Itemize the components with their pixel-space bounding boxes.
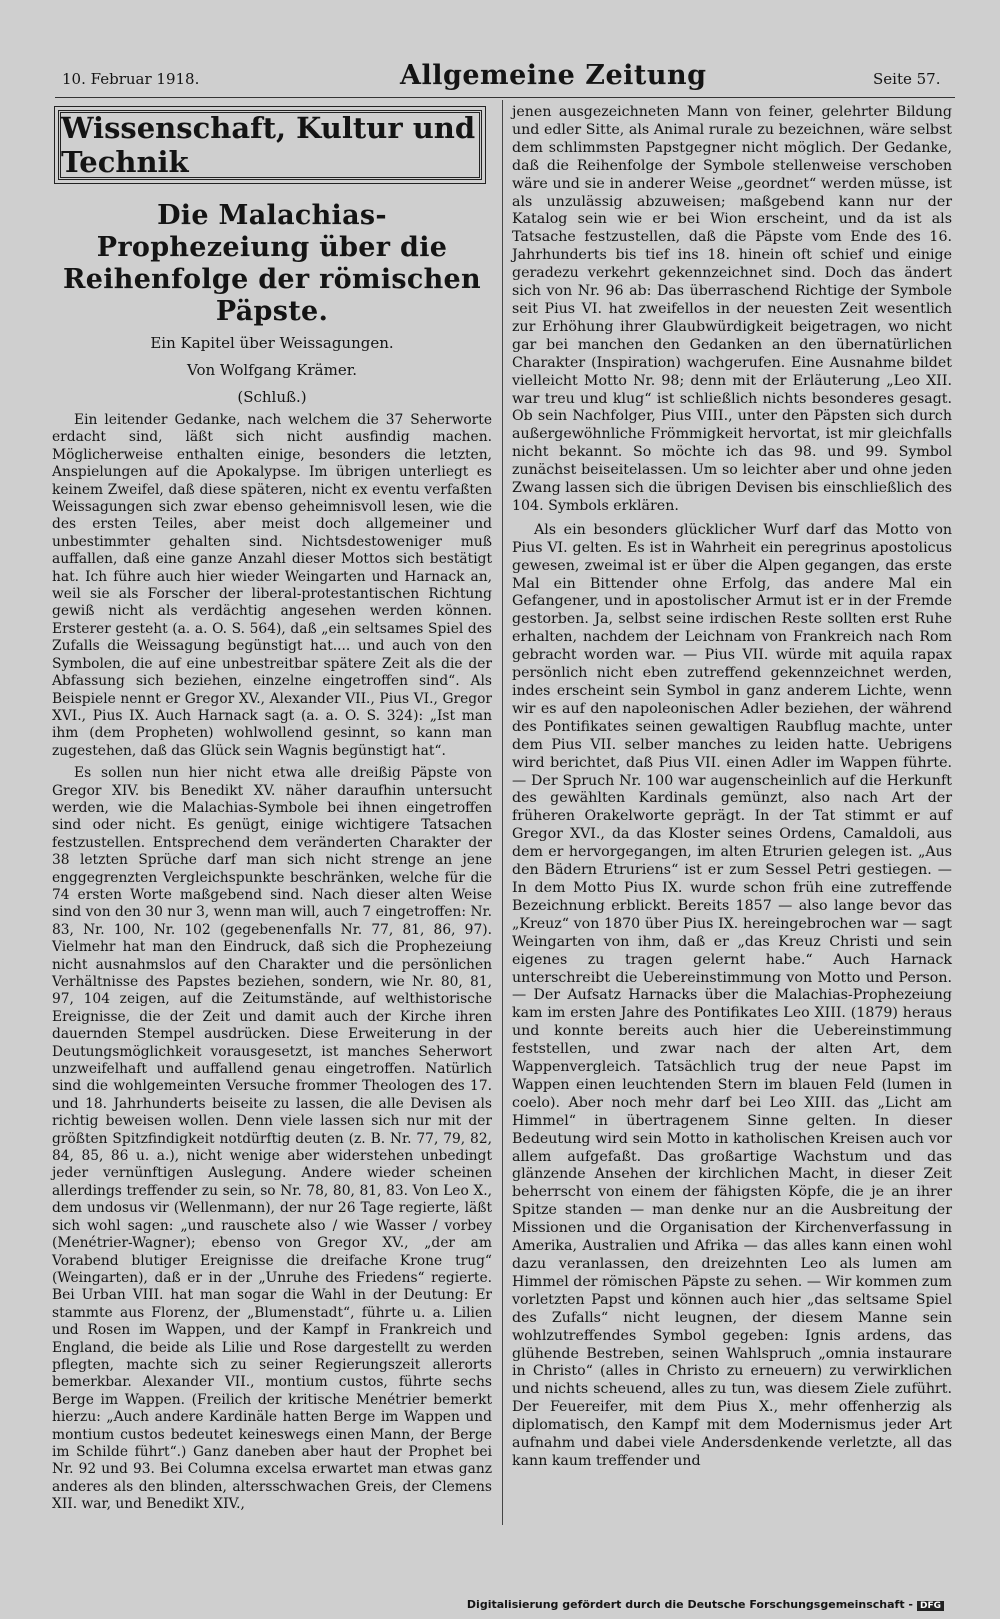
digitization-credit — [467, 1598, 944, 1611]
right-column — [512, 104, 952, 1471]
article-title: Die Malachias-Prophezeiung über die Reihenfolge der römischen Päpste. — [63, 200, 481, 327]
left-column — [52, 104, 492, 1514]
article-paragraph: jenen ausgezeichneten Mann von feiner, gelehrter Bildung und edler Sitte, als Animal rurale zu bezeichnen, wäre selbst dem schlimmsten Papstgegner nicht möglich. Der Gedanke, daß die Reihenfolge der Symbole stellenweise verschoben wäre und sie in anderer Weise „geordnet“ werden müsse, ist als unzulässig abzuweisen; maßgebend kann nur der Katalog sein wie er bei Wion erscheint, und da ist als Tatsache festzustellen, daß die Päpste vom Ende des 16. Jahrhunderts bis tief ins 18. hinein oft schief und einige geradezu verkehrt gekennzeichnet sind. Doch das ändert sich von Nr. 96 ab: Das überraschend Richtige der Symbole seit Pius VI. hat zweifellos in der neuesten Zeit wesentlich zur Erhöhung ihrer Glaubwürdigkeit beigetragen, wo nicht gar bei manchen den Gedanken an den übernatürlichen Charakter (Inspiration) wachgerufen. Eine Ausnahme bildet vielleicht Motto Nr. 98; denn mit der Erläuterung „Leo XII. war treu und klug“ ist schließlich nichts besonderes gesagt. Ob sein Nachfolger, Pius VIII., unter den Päpsten sich durch außergewöhnliche Frömmigkeit hervortat, ist mir gleichfalls nicht bekannt. So möchte ich das 98. und 99. Symbol zunächst beiseitelassen. Um so leichter aber und ohne jeden Zwang lassen sich die übrigen Devisen bis einschließlich des 104. Symbols erklären. — [512, 104, 952, 514]
issue-date: 10. Februar 1918. — [62, 70, 200, 88]
continuation-note: (Schluß.) — [237, 388, 307, 406]
article-author: Von Wolfgang Krämer. — [187, 361, 357, 379]
article-subtitle: Ein Kapitel über Weissagungen. — [150, 334, 394, 352]
credit-text: Digitalisierung gefördert durch die Deutsche Forschungsgemeinschaft - — [466, 1598, 913, 1611]
page-number: Seite 57. — [873, 70, 941, 88]
article-paragraph: Als ein besonders glücklicher Wurf darf das Motto von Pius VI. gelten. Es ist in Wahrheit ein peregrinus apostolicus gewesen, zweimal ist er über die Alpen gegangen, das erste Mal ein Bittender ohne Erfolg, das andere Mal ein Gefangener, und in apostolischer Armut ist er in der Fremde gestorben. Ja, selbst seine irdischen Reste sollten erst Ruhe erhalten, nachdem der Leichnam von Frankreich nach Rom gebracht worden war. — Pius VII. würde mit aquila rapax persönlich nicht eben zutreffend gekennzeichnet werden, indes erscheint sein Symbol in ganz anderem Lichte, wenn wir es auf den napoleonischen Adler beziehen, der während des Pontifikates seinen gewaltigen Raubflug machte, unter dem Pius VII. selber manches zu leiden hatte. Uebrigens wird berichtet, daß Pius VII. einen Adler im Wappen führte. — Der Spruch Nr. 100 war augenscheinlich auf die Herkunft des gewählten Kardinals gemünzt, also nach Art der früheren Orakelworte geprägt. In der Tat stimmt er auf Gregor XVI., da das Kloster seines Ordens, Camaldoli, aus dem er hervorgegangen, im alten Etrurien gelegen ist. „Aus den Bädern Etruriens“ ist er zum Sessel Petri gestiegen. — In dem Motto Pius IX. wurde schon früh eine zutreffende Bezeichnung erblickt. Bereits 1857 — also lange bevor das „Kreuz“ von 1870 über Pius IX. hereingebrochen war — sagt Weingarten von ihm, daß er „das Kreuz Christi und sein eigenes zu tragen gelernt habe.“ Auch Harnack unterschreibt die Uebereinstimmung von Motto und Person. — Der Aufsatz Harnacks über die Malachias-Prophezeiung kam im ersten Jahre des Pontifikates Leo XIII. (1879) heraus und konnte bereits auch hier die Uebereinstimmung feststellen, und zwar nach der alten Art, dem Wappenvergleich. Tatsächlich trug der neue Papst im Wappen einen leuchtenden Stern im blauen Feld (lumen in coelo). Aber noch mehr darf bei Leo XIII. das „Licht am Himmel“ in übertragenem Sinne gelten. In dieser Bedeutung wird sein Motto in katholischen Kreisen auch vor allem aufgefaßt. Das großartige Wachstum und das glänzende Ansehen der kirchlichen Macht, in dieser Zeit beherrscht von einem der fähigsten Köpfe, die je an ihrer Spitze standen — man denke nur an die Ausbreitung der Missionen und die Organisation der Kirchenverfassung in Amerika, Australien und Afrika — das alles kann einen wohl dazu veranlassen, den dreizehnten Leo als lumen am Himmel der römischen Päpste zu sehen. — Wir kommen zum vorletzten Papst und können auch hier „das seltsame Spiel des Zufalls“ nicht leugnen, der diesem Manne sein wohlzutreffendes Symbol gegeben: Ignis ardens, das glühende Bestreben, seinen Wahlspruch „omnia instaurare in Christo“ (alles in Christo zu erneuern) zu verwirklichen und nichts scheuend, alles zu tun, was diesem Ziele zuführt. Der Feuereifer, mit dem Pius X., mehr offenherzig als diplomatisch, den Kampf mit dem Modernismus jeder Art aufnahm und dabei viele Andersdenkende verletzte, all das kann kaum treffender und — [512, 521, 952, 1469]
article-paragraph: Ein leitender Gedanke, nach welchem die 37 Seherworte erdacht sind, läßt sich nicht ausfindig machen. Möglicherweise enthalten einige, besonders die letzten, Anspielungen auf die Apokalypse. Im übrigen unterliegt es keinem Zweifel, daß diese späteren, nicht ex eventu verfaßten Weissagungen sich zwar ebenso geheimnisvoll lesen, wie die des ersten Teiles, aber meist doch allgemeiner und unbestimmter gehalten sind. Nichtsdestoweniger muß auffallen, daß eine ganze Anzahl dieser Mottos sich bestätigt hat. Ich führe auch hier wieder Weingarten und Harnack an, weil sie als Forscher der liberal-protestantischen Richtung gewiß nicht als verdächtig angesehen werden können. Ersterer gesteht (a. a. O. S. 564), daß „ein seltsames Spiel des Zufalls die Weissagung begünstigt hat.... und auch von den Symbolen, die auf eine unbestreitbar spätere Zeit als die der Abfassung sich beziehen, einzelne eingetroffen sind“. Als Beispiele nennt er Gregor XV., Alexander VII., Pius VI., Gregor XVI., Pius IX. Auch Harnack sagt (a. a. O. S. 324): „Ist man ihm (dem Propheten) wohlwollend gesinnt, so kann man zugestehen, daß das Glück sein Wagnis begünstigt hat“. — [52, 412, 492, 759]
dfg-logo: DFG — [917, 1601, 944, 1611]
column-divider — [502, 100, 503, 1525]
newspaper-masthead: Allgemeine Zeitung — [400, 60, 707, 91]
article-paragraph: Es sollen nun hier nicht etwa alle dreißig Päpste von Gregor XIV. bis Benedikt XV. näher daraufhin untersucht werden, wie die Malachias-Symbole bei ihnen eingetroffen sind oder nicht. Es genügt, einige wichtigere Tatsachen festzustellen. Entsprechend dem veränderten Charakter der 38 letzten Sprüche darf man sich nicht strenge an jene enggegrenzten Vergleichspunkte beschränken, welche für die 74 ersten Worte maßgebend sind. Nach dieser alten Weise sind von den 30 nur 3, wenn man will, auch 7 eingetroffen: Nr. 83, Nr. 100, Nr. 102 (gegebenenfalls Nr. 77, 81, 86, 97). Vielmehr hat man den Eindruck, daß sich die Prophezeiung nicht ausnahmslos auf den Charakter und die persönlichen Verhältnisse des Papstes beziehen, sondern, wie Nr. 80, 81, 97, 104 zeigen, auf die Zeitumstände, auf welthistorische Ereignisse, die der Zeit und damit auch der Kirche ihren dauernden Stempel ausdrücken. Diese Erweiterung in der Deutungsmöglichkeit vorausgesetzt, ist manches Seherwort unzweifelhaft und auffallend genau eingetroffen. Natürlich sind die wohlgemeinten Versuche frommer Theologen des 17. und 18. Jahrhunderts beiseite zu lassen, die alle Devisen als richtig beweisen wollen. Denn viele lassen sich nur mit der größten Spitzfindigkeit notdürftig deuten (z. B. Nr. 77, 79, 82, 84, 85, 86 u. a.), nicht wenige aber widerstehen unbedingt jeder vernünftigen Auslegung. Andere wieder scheinen allerdings treffender zu sein, so Nr. 78, 80, 81, 83. Von Leo X., dem undosus vir (Wellenmann), der nur 26 Tage regierte, läßt sich wohl sagen: „und rauschete also / wie Wasser / vorbey (Menétrier-Wagner); ebenso von Gregor XV., „der am Vorabend blutiger Ereignisse die dreifache Krone trug“ (Weingarten), daß er in der „Unruhe des Friedens“ regierte. Bei Urban VIII. hat man sogar die Wahl in der Deutung: Er stammte aus Florenz, der „Blumenstadt“, führte u. a. Lilien und Rosen im Wappen, und der Kampf in Frankreich und England, die beide als Lilie und Rose dargestellt zu werden pflegten, machte sich zu seiner Regierungszeit allerorts bemerkbar. Alexander VII., montium custos, führte sechs Berge im Wappen. (Freilich der kritische Menétrier bemerkt hierzu: „Auch andere Kardinäle hatten Berge im Wappen und montium custos bedeutet keineswegs einen Mann, der Berge im Schilde führt“.) Ganz daneben aber haut der Prophet bei Nr. 92 und 93. Bei Columna excelsa erwartet man etwas ganz anderes als den blinden, altersschwachen Greis, der Clemens XII. war, und Benedikt XIV., — [52, 765, 492, 1513]
header-rule — [55, 97, 955, 98]
section-heading: Wissenschaft, Kultur und Technik — [58, 110, 482, 180]
